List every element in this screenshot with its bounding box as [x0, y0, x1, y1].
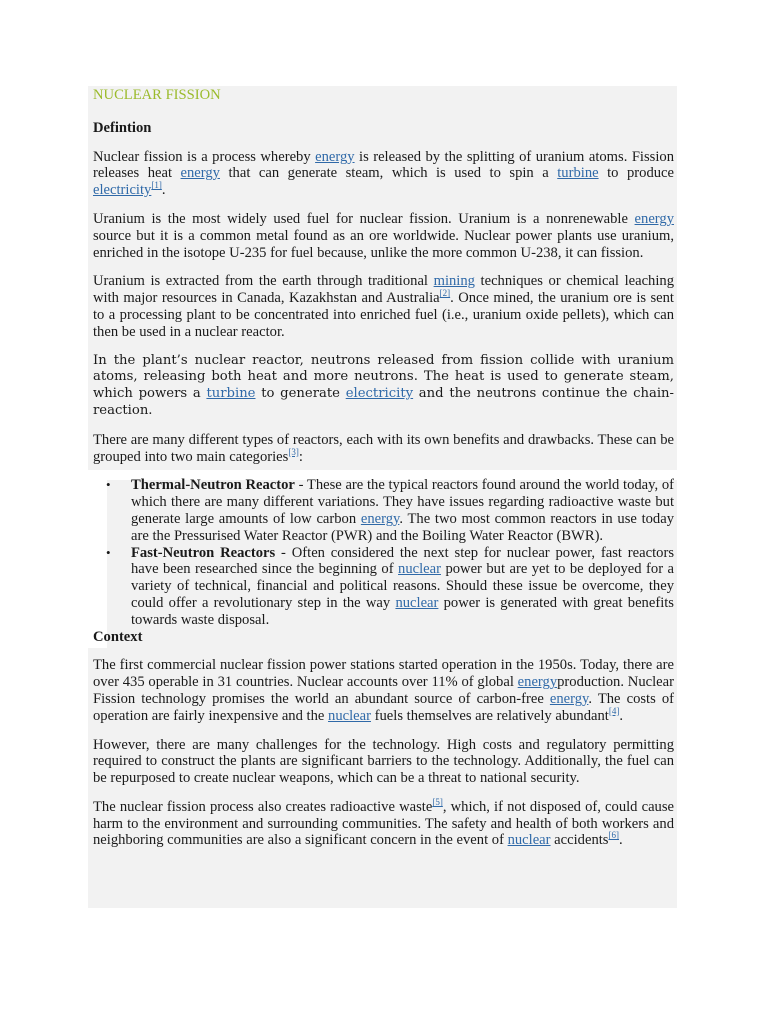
energy-link[interactable]: energy	[549, 690, 589, 707]
text: Uranium is the most widely used fuel for nuclear fission. Uranium is a nonrenewable	[93, 210, 635, 227]
electricity-link[interactable]: electricity	[93, 182, 152, 199]
text: . The costs of operation are fairly inexpensive and the	[93, 690, 674, 724]
text: .	[161, 182, 166, 199]
text: fuels themselves are relatively abundant	[370, 707, 609, 724]
document-title: NUCLEAR FISSION	[93, 87, 221, 103]
text: and the neutrons continue the chain-reaction.	[93, 386, 674, 418]
text: .	[618, 832, 623, 849]
text: accidents	[550, 832, 609, 849]
text: that can generate steam, which is used to spin a	[219, 165, 558, 182]
text: . Once mined, the uranium ore is sent to a processing plant to be concentrated into enriched fuel (i.e., uranium oxide pellets), which can then be used in a nuclear reactor.	[93, 290, 674, 340]
text: :	[298, 448, 303, 465]
nuclear-link[interactable]: nuclear	[398, 561, 441, 578]
energy-link[interactable]: energy	[180, 165, 220, 182]
reference-3-link[interactable]: [3]	[288, 446, 299, 457]
energy-link[interactable]: energy	[360, 510, 400, 527]
paragraph-7: However, there are many challenges for the technology. High costs and regulatory permitting required to construct the plants are significant barriers to the technology. Additionally, the fuel can be repurposed to create nuclear weapons, which can be a threat to national security.	[93, 736, 674, 787]
nuclear-link[interactable]: nuclear	[328, 707, 371, 724]
energy-link[interactable]: energy	[517, 674, 558, 691]
reference-5-link[interactable]: [5]	[432, 796, 443, 807]
text: Uranium is extracted from the earth through traditional	[93, 273, 434, 290]
list-item-term: Thermal-Neutron Reactor	[131, 477, 295, 494]
text: to generate	[255, 386, 346, 402]
list-item	[131, 477, 674, 544]
paragraph-4	[93, 353, 674, 420]
paragraph-3	[93, 273, 674, 340]
text: , which, if not disposed of, could cause harm to the environment and surrounding communities. The safety and health of both workers and neighboring communities are also a significant concern in the event of	[93, 798, 675, 849]
reference-2-link[interactable]: [2]	[439, 288, 451, 299]
paragraph-2	[93, 211, 674, 261]
text: The first commercial nuclear fission power stations started operation in the 1950s. Today, there are over 435 operable in 31 countries. Nuclear accounts over 11% of global	[93, 657, 674, 691]
paragraph-6	[93, 657, 674, 724]
text: is released by the splitting of uranium atoms. Fission releases heat	[93, 148, 674, 182]
reference-4-link[interactable]: [4]	[608, 705, 620, 716]
text: - These are the typical reactors found around the world today, of which there are many different variations. They have issues regarding radioactive waste but generate large amounts of low carbon	[131, 477, 674, 527]
text: power is generated with great benefits towards waste disposal.	[131, 594, 674, 628]
text: . The two most common reactors in use today are the Pressurised Water Reactor (PWR) and the Boiling Water Reactor (BWR).	[131, 510, 674, 544]
list-item	[131, 545, 674, 629]
text: The nuclear fission process also creates radioactive waste	[93, 798, 433, 815]
text: source but it is a common metal found as an ore worldwide. Nuclear power plants use uranium, enriched in the isotope U-235 for fuel because, unlike the more common U-238, it can fission.	[93, 227, 674, 261]
paragraph-8	[93, 796, 675, 849]
text: to produce	[598, 165, 674, 182]
turbine-link[interactable]: turbine	[557, 165, 599, 182]
turbine-link[interactable]: turbine	[206, 386, 256, 402]
paragraph-1	[93, 149, 674, 199]
text: .	[619, 707, 624, 724]
text: techniques or chemical leaching with major resources in Canada, Kazakhstan and Australia	[93, 273, 674, 307]
context-heading: Context	[93, 628, 143, 645]
list-item-term: Fast-Neutron Reactors	[131, 544, 276, 561]
text: production. Nuclear Fission technology promises the world an abundant source of carbon-free	[93, 674, 674, 707]
energy-link[interactable]: energy	[634, 210, 674, 227]
article-body	[93, 86, 674, 861]
mining-link[interactable]: mining	[433, 273, 475, 290]
nuclear-link[interactable]: nuclear	[395, 594, 439, 611]
definition-heading: Defintion	[93, 119, 152, 136]
text: In the plant’s nuclear reactor, neutrons released from fission collide with uranium atoms, releasing both heat and more neutrons. The heat is used to generate steam, which powers a	[93, 352, 674, 402]
text: - Often considered the next step for nuclear power, fast reactors have been researched since the beginning of	[131, 544, 674, 578]
energy-link[interactable]: energy	[315, 148, 355, 165]
reference-6-link[interactable]: [6]	[608, 830, 619, 841]
text: power but are yet to be deployed for a variety of technical, financial and political reasons. Should these issue be overcome, they could offer a revolutionary step in the way	[131, 561, 674, 611]
text: There are many different types of reactors, each with its own benefits and drawbacks. These can be grouped into two main categories	[93, 431, 674, 465]
text: Nuclear fission is a process whereby	[93, 148, 316, 165]
electricity-link[interactable]: electricity	[345, 386, 414, 402]
reactor-types-list	[93, 477, 674, 628]
reference-1-link[interactable]: [1]	[151, 180, 162, 191]
nuclear-link[interactable]: nuclear	[507, 832, 551, 849]
paragraph-5	[93, 432, 674, 466]
